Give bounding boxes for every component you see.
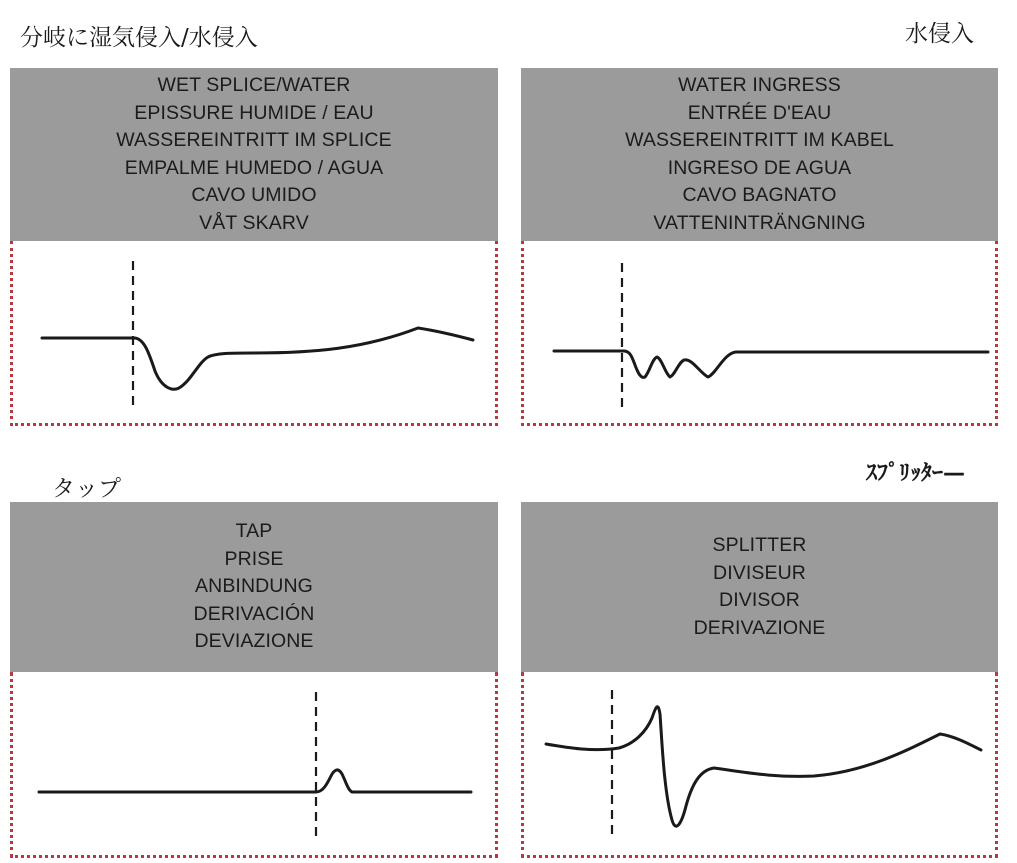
water-ingress-line-3: WASSEREINTRITT IM KABEL xyxy=(625,129,894,151)
tap-line-1: TAP xyxy=(235,520,273,543)
tap-line-5: DEVIAZIONE xyxy=(194,630,314,653)
water-ingress-panel xyxy=(521,68,998,426)
wet-splice-line-3: WASSEREINTRITT IM SPLICE xyxy=(116,129,392,151)
water-ingress-japanese-label: 水侵入 xyxy=(905,21,974,47)
water-ingress-line-2: ENTRÉE D'EAU xyxy=(687,101,832,124)
splitter-line-1: SPLITTER xyxy=(712,534,807,556)
wet-splice-header xyxy=(10,68,498,241)
water-ingress-trace xyxy=(554,351,988,377)
splitter-header xyxy=(521,502,998,672)
wet-splice-line-1: WET SPLICE/WATER xyxy=(157,74,351,96)
water-ingress-line-6: VATTENINTRÄNGNING xyxy=(653,211,866,234)
splitter-line-4: DERIVAZIONE xyxy=(693,616,826,639)
wet-splice-line-2: EPISSURE HUMIDE / EAU xyxy=(134,101,374,124)
wet-splice-panel xyxy=(10,68,498,426)
tap-line-4: DERIVACIÓN xyxy=(193,602,315,625)
wet-splice-trace xyxy=(42,328,473,389)
tap-line-2: PRISE xyxy=(224,547,284,570)
tap-graph xyxy=(10,672,498,858)
wet-splice-graph xyxy=(10,241,498,426)
water-ingress-line-5: CAVO BAGNATO xyxy=(682,184,837,206)
tap-header xyxy=(10,502,498,672)
water-ingress-line-1: WATER INGRESS xyxy=(678,74,841,96)
tap-trace xyxy=(39,770,471,792)
splitter-panel xyxy=(521,502,998,858)
wet-splice-line-5: CAVO UMIDO xyxy=(191,184,317,206)
wet-splice-japanese-label: 分岐に湿気侵入/水侵入 xyxy=(20,25,258,51)
tap-japanese-label: タップ xyxy=(52,476,121,502)
tap-line-3: ANBINDUNG xyxy=(195,575,313,598)
water-ingress-graph xyxy=(521,241,998,426)
splitter-japanese-label: ｽﾌﾟﾘｯﾀｰ— xyxy=(866,461,966,486)
wet-splice-line-6: VÅT SKARV xyxy=(199,211,309,234)
tap-panel xyxy=(10,502,498,858)
water-ingress-line-4: INGRESO DE AGUA xyxy=(667,156,852,179)
splitter-graph xyxy=(521,672,998,858)
water-ingress-header xyxy=(521,68,998,241)
wet-splice-line-4: EMPALME HUMEDO / AGUA xyxy=(124,156,384,179)
splitter-line-2: DIVISEUR xyxy=(713,561,806,584)
splitter-line-3: DIVISOR xyxy=(719,589,800,611)
